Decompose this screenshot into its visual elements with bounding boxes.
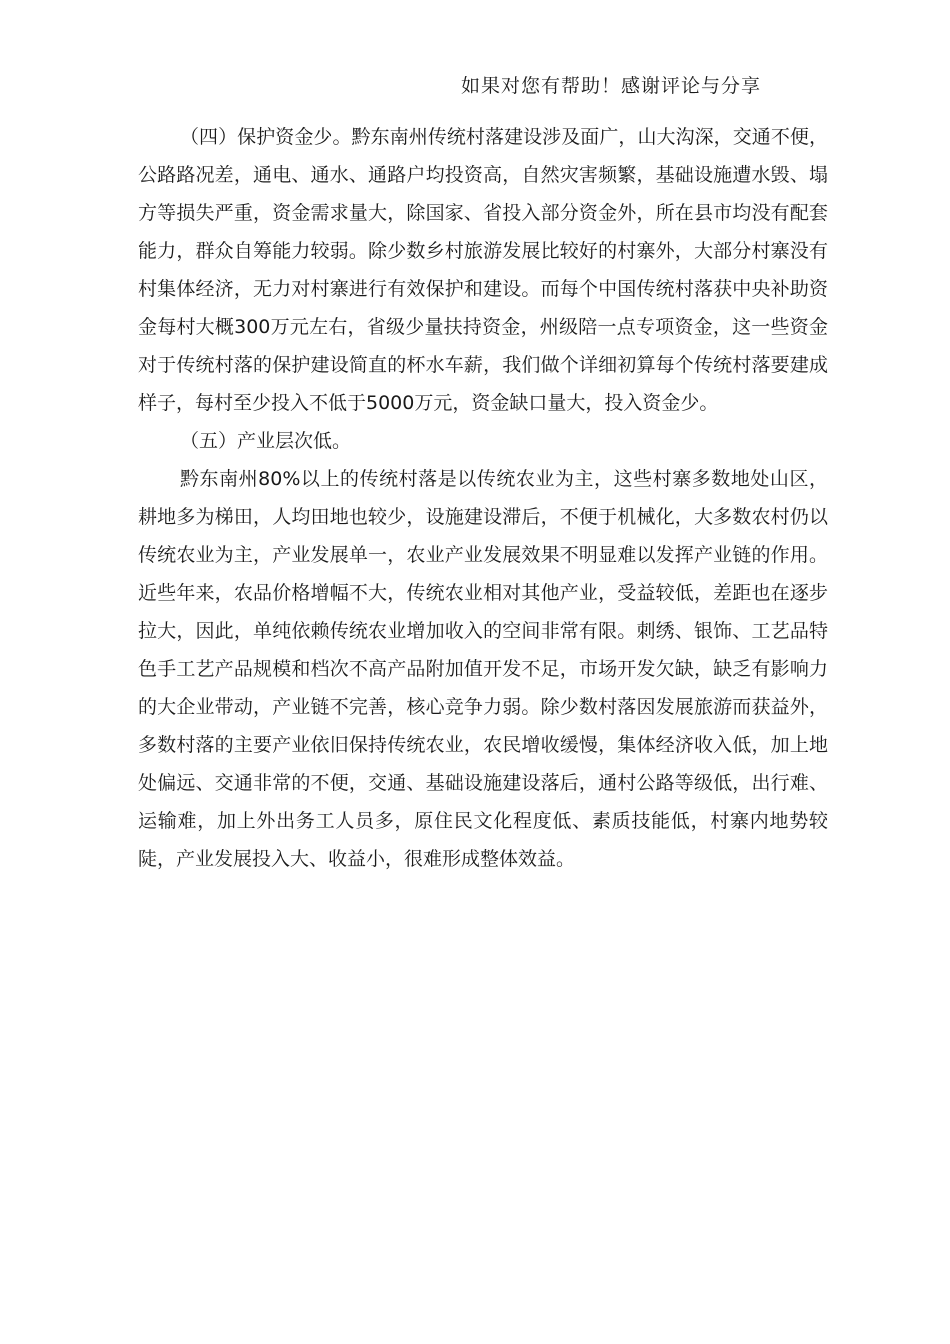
header-note: 如果对您有帮助！感谢评论与分享 — [461, 75, 762, 97]
document-body — [138, 118, 828, 878]
paragraph-industry: 黔东南州80%以上的传统村落是以传统农业为主，这些村寨多数地处山区，耕地多为梯田，人均田地也较少，设施建设滞后，不便于机械化，大多数农村仍以传统农业为主，产业发展单一，农业产业发展效果不明显难以发挥产业链的作用。近些年来，农品价格增幅不大，传统农业相对其他产业，受益较低，差距也在逐步拉大，因此，单纯依赖传统农业增加收入的空间非常有限。刺绣、银饰、工艺品特色手工艺产品规模和档次不高产品附加值开发不足，市场开发欠缺，缺乏有影响力的大企业带动，产业链不完善，核心竞争力弱。除少数村落因发展旅游而获益外，多数村落的主要产业依旧保持传统农业，农民增收缓慢，集体经济收入低，加上地处偏远、交通非常的不便，交通、基础设施建设落后，通村公路等级低，出行难、运输难，加上外出务工人员多，原住民文化程度低、素质技能低，村寨内地势较陡，产业发展投入大、收益小，很难形成整体效益。 — [138, 468, 828, 870]
section-heading-industry: （五）产业层次低。 — [180, 430, 352, 452]
paragraph-funding: （四）保护资金少。黔东南州传统村落建设涉及面广，山大沟深，交通不便，公路路况差，通电、通水、通路户均投资高，自然灾害频繁，基础设施遭水毁、塌方等损失严重，资金需求量大，除国家、省投入部分资金外，所在县市均没有配套能力，群众自筹能力较弱。除少数乡村旅游发展比较好的村寨外，大部分村寨没有村集体经济，无力对村寨进行有效保护和建设。而每个中国传统村落获中央补助资金每村大概300万元左右，省级少量扶持资金，州级陪一点专项资金，这一些资金对于传统村落的保护建设简直的杯水车薪，我们做个详细初算每个传统村落要建成样子，每村至少投入不低于5000万元，资金缺口量大，投入资金少。 — [138, 126, 828, 414]
